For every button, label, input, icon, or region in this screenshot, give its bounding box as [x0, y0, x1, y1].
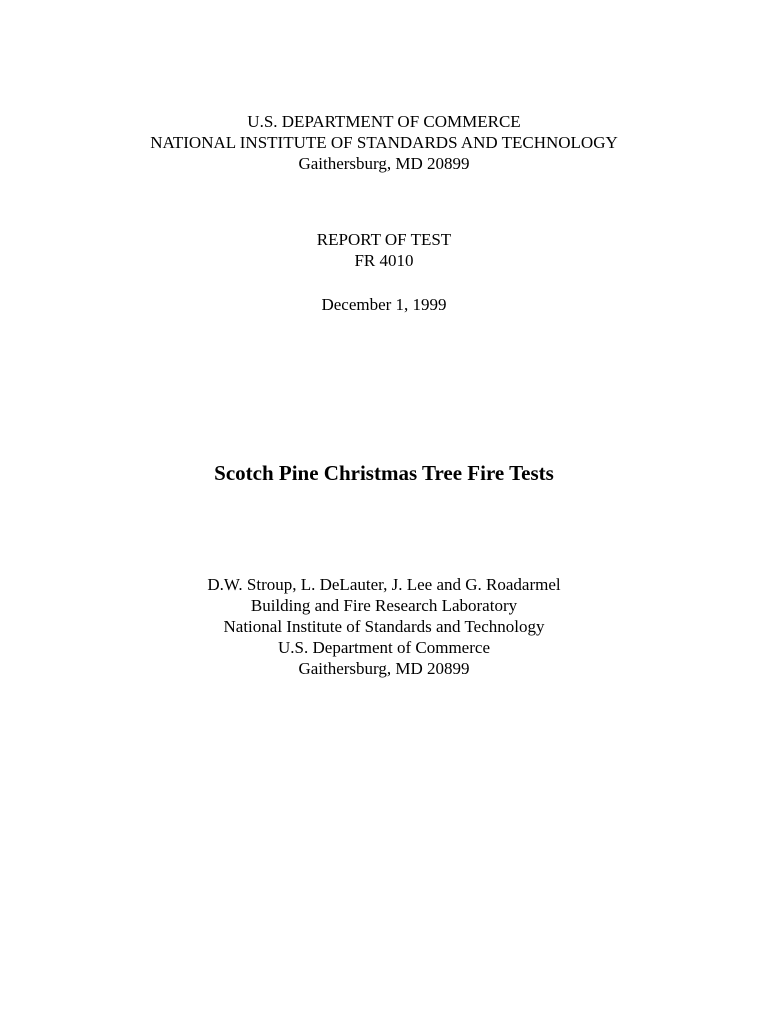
report-date-block: [0, 294, 768, 315]
author-institute: National Institute of Standards and Technology: [223, 617, 545, 636]
institute-name: NATIONAL INSTITUTE OF STANDARDS AND TECHNOLOGY: [150, 133, 618, 152]
author-names: D.W. Stroup, L. DeLauter, J. Lee and G. Roadarmel: [207, 575, 561, 594]
author-location: Gaithersburg, MD 20899: [298, 659, 470, 678]
agency-header: [0, 111, 768, 174]
agency-location: Gaithersburg, MD 20899: [298, 154, 470, 173]
report-label: REPORT OF TEST: [316, 230, 452, 249]
report-title-block: [0, 460, 768, 486]
department-name: U.S. DEPARTMENT OF COMMERCE: [247, 112, 521, 131]
authors-affiliation: [0, 574, 768, 679]
author-laboratory: Building and Fire Research Laboratory: [250, 596, 518, 615]
author-department: U.S. Department of Commerce: [278, 638, 490, 657]
report-identifier: [0, 229, 768, 271]
report-number: FR 4010: [354, 251, 414, 270]
report-title: Scotch Pine Christmas Tree Fire Tests: [214, 461, 554, 485]
report-date: December 1, 1999: [321, 295, 447, 314]
